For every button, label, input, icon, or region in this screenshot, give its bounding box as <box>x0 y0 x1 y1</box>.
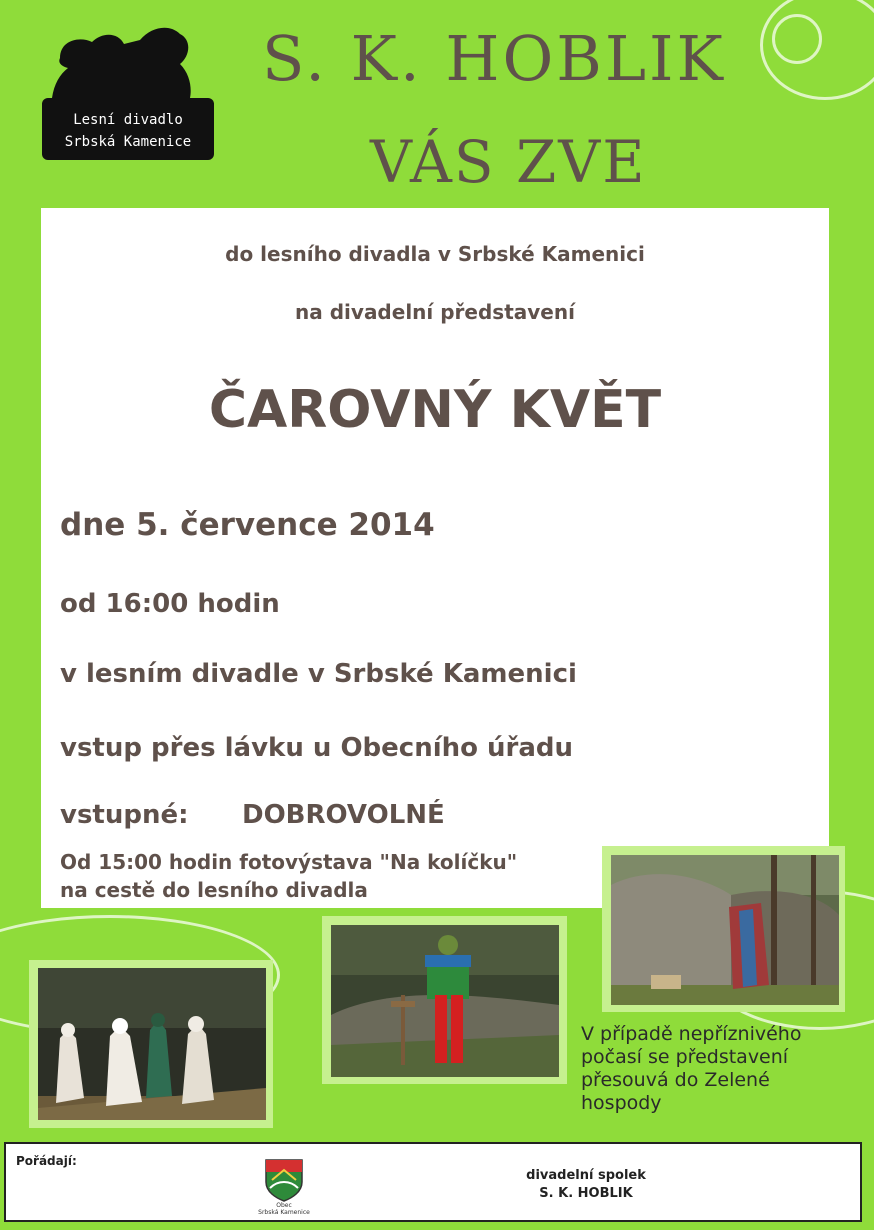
footer-organizers <box>4 1142 862 1222</box>
municipality-caption-2: Srbská Kamenice <box>258 1209 310 1216</box>
decor-swoosh-top-small <box>772 14 822 64</box>
society-line-1: divadelní spolek <box>526 1168 646 1183</box>
place-line: v lesním divadle v Srbské Kamenici <box>60 659 577 689</box>
coat-of-arms-icon <box>264 1158 304 1202</box>
logo-label-box <box>42 98 214 160</box>
play-title: ČAROVNÝ KVĚT <box>208 380 662 440</box>
performance-line: na divadelní představení <box>295 300 575 324</box>
time-line: od 16:00 hodin <box>60 589 280 619</box>
society-line-2: S. K. HOBLIK <box>539 1186 633 1201</box>
venue-line: do lesního divadla v Srbské Kamenici <box>225 242 645 266</box>
exhibition-line-1: Od 15:00 hodin fotovýstava "Na kolíčku" <box>60 850 518 874</box>
weather-note: V případě nepříznivého počasí se představení přesouvá do Zelené hospody <box>581 1023 802 1114</box>
organizer-title: S. K. HOBLIK <box>262 22 726 95</box>
organizers-label: Pořádají: <box>16 1154 77 1168</box>
municipality-caption-1: Obec <box>276 1202 292 1209</box>
invite-title: VÁS ZVE <box>370 128 647 196</box>
photo-figure <box>331 925 559 1077</box>
photo-rocks <box>611 855 839 1005</box>
fee-label: vstupné: <box>60 800 189 830</box>
logo-text-line2: Srbská Kamenice <box>64 134 192 150</box>
entry-line: vstup přes lávku u Obecního úřadu <box>60 733 574 763</box>
exhibition-line-2: na cestě do lesního divadla <box>60 878 368 902</box>
photo-dancers <box>38 968 266 1120</box>
date-line: dne 5. července 2014 <box>60 507 435 543</box>
fee-value: DOBROVOLNÉ <box>242 800 445 830</box>
logo-text-line1: Lesní divadlo <box>73 112 183 128</box>
